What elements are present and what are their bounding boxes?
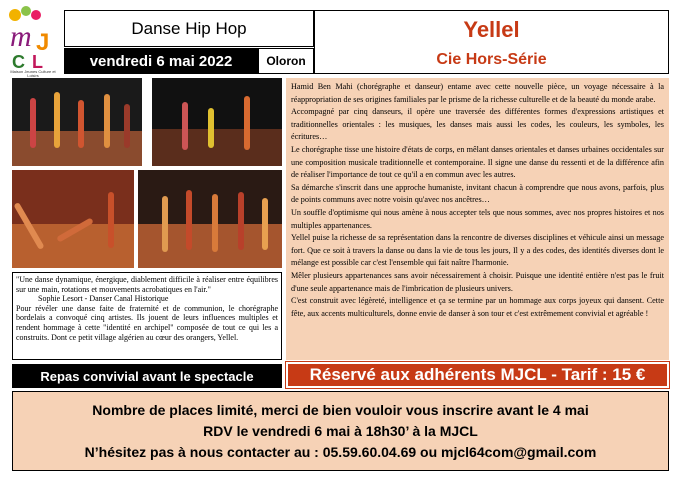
press-quote	[12, 272, 282, 360]
description-paragraph: Hamid Ben Mahi (chorégraphe et danseur) entame avec cette nouvelle pièce, un voyage nécessaire à la réappropriation de ses origines familiales par le prisme de la richesse culturelle et de la beauté du monde arabe.	[291, 82, 664, 104]
description-paragraph: Mêler plusieurs appartenances sans avoir nécessairement à choisir. Puisque une identité entière n'est pas le fruit d'une seule appartenance mais de l'imbrication de plusieurs univers.	[291, 270, 664, 293]
photo-dancers-stage	[152, 78, 282, 166]
quote-author: Sophie Lesort - Danser Canal Historique	[38, 294, 169, 304]
svg-text:J: J	[36, 29, 50, 56]
contact-info: N’hésitez pas à nous contacter au : 05.59.60.04.69 ou mjcl64com@gmail.com	[84, 444, 597, 460]
repas-banner: Repas convivial avant le spectacle	[12, 364, 282, 388]
description-paragraph: Sa démarche s'inscrit dans une approche humaniste, invitant chacun à comprendre que nous avons, parfois, plus de points communs avec notre voisin qu'avec nos ancêtres…	[291, 182, 664, 205]
meeting-time: RDV le vendredi 6 mai à 18h30’ à la MJCL	[203, 423, 478, 439]
registration-info	[12, 391, 669, 471]
description-paragraph: Le chorégraphe tisse une histoire d'états de corps, en mêlant danses orientales et danses urbaines occidentales sur une composition musicale traditionnelle et contemporaine. Il signe une danse du ressenti et de la différence afin de réaliser l'importance de tout ce qu'il a en commun avec les autres.	[291, 144, 664, 180]
svg-text:C: C	[12, 52, 25, 72]
price-banner: Réservé aux adhérents MJCL - Tarif : 15 €	[286, 362, 669, 388]
company-block	[314, 10, 669, 74]
mjcl-logo	[6, 6, 60, 78]
logo-tagline: Maison Jeunes Culture et Loisirs	[10, 69, 56, 78]
registration-limit: Nombre de places limité, merci de bien vouloir vous inscrire avant le 4 mai	[92, 402, 589, 418]
photo-dancers-line	[138, 170, 282, 268]
quote-text: "Une danse dynamique, énergique, diablement difficile à réaliser entre équilibres sur une main, rotations et mouvements acrobatiques en l'air."	[16, 275, 278, 294]
company-name: Yellel	[463, 17, 520, 42]
show-place: Oloron	[258, 48, 314, 74]
svg-text:L: L	[32, 52, 43, 72]
description-paragraph: Un souffle d'optimisme qui nous amène à nous accepter tels que nous sommes, avec nos propres histoires et nos multiples appartenances.	[291, 207, 664, 230]
photo-dancers-group	[12, 78, 142, 166]
svg-text:m: m	[10, 20, 32, 53]
quote-body: Pour révéler une danse faite de fraternité et de communion, le chorégraphe bordelais a convoqué cinq artistes. Ils jouent de leurs influences multiples et rendent hommage à cette "identité en archipel" composée de tout ce qui les a construits. Dont ce petit village algérien au cœur des orangers, Yellel.	[16, 303, 278, 342]
company-label: Cie Hors-Série	[436, 51, 547, 68]
photo-collage	[12, 78, 282, 268]
show-description	[286, 78, 669, 360]
description-paragraph: Accompagné par cinq danseurs, il opère une traversée des différentes formes d'expressions artistiques et traditionnelles orientales : les musiques, les danses mais aussi les codes, les couleurs, les symboles, les écritures…	[291, 107, 664, 142]
description-paragraph: C'est construit avec légèreté, intelligence et ça se termine par un hommage aux corps joyeux qui dansent. Cette fête, aux accents multiculturels, donne envie de danser à son tour et c'est extrêmement convivial et agréable !	[291, 296, 664, 318]
show-title: Danse Hip Hop	[64, 10, 314, 47]
photo-dancers-floor	[12, 170, 134, 268]
description-paragraph: Yellel puise la richesse de sa représentation dans la rencontre de diverses disciplines et véhicule ainsi un message fort. Que ce soit à travers la danse ou dans la vie de tous les jours, Il y a des codes, des identités diverses dont le mélange est possible car c'est l'ensemble qui fait naître l'harmonie.	[291, 233, 664, 268]
show-date: vendredi 6 mai 2022	[64, 48, 258, 74]
